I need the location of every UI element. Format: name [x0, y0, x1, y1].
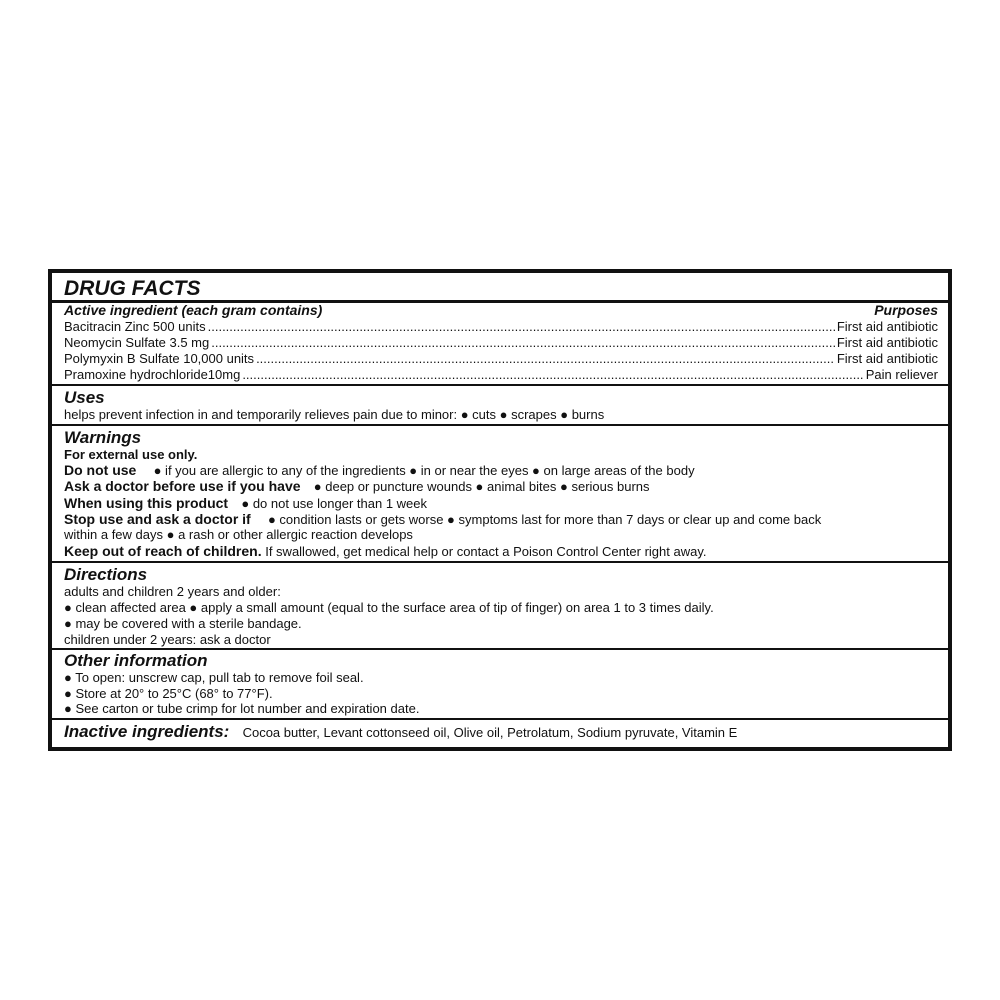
stop-use-label: Stop use and ask a doctor if: [64, 511, 251, 527]
purposes-header: Purposes: [874, 302, 938, 318]
other-info-line: ● See carton or tube crimp for lot number and expiration date.: [64, 701, 420, 716]
ingredient-row: [64, 351, 938, 367]
ingredient-name: Bacitracin Zinc 500 units: [64, 319, 206, 334]
ingredient-name: Pramoxine hydrochloride10mg: [64, 367, 241, 382]
other-info-line: ● To open: unscrew cap, pull tab to remove foil seal.: [64, 670, 364, 685]
ask-doctor-label: Ask a doctor before use if you have: [64, 478, 301, 494]
stop-use-text: ● condition lasts or gets worse ● symptoms last for more than 7 days or clear up and come back: [267, 512, 822, 527]
when-using-label: When using this product: [64, 495, 229, 511]
do-not-use-line: [64, 462, 695, 479]
external-use-text: For external use only.: [64, 447, 198, 462]
ingredient-purpose: First aid antibiotic: [836, 319, 938, 334]
leader-dots: [211, 335, 835, 351]
section-divider: [52, 648, 948, 650]
ingredient-name: Neomycin Sulfate 3.5 mg: [64, 335, 210, 350]
stop-use-line: [64, 511, 821, 528]
directions-line: adults and children 2 years and older:: [64, 584, 281, 599]
inactive-ingredients-line: [64, 723, 737, 742]
directions-line: ● may be covered with a sterile bandage.: [64, 616, 302, 631]
other-info-heading: Other information: [64, 651, 208, 670]
ingredient-row: [64, 335, 938, 351]
keep-out-label: Keep out of reach of children.: [64, 543, 262, 559]
ask-doctor-line: [64, 478, 650, 495]
ingredient-purpose: First aid antibiotic: [836, 335, 938, 350]
drug-facts-panel: [48, 269, 952, 751]
other-info-line: ● Store at 20° to 25°C (68° to 77°F).: [64, 686, 273, 701]
do-not-use-text: ● if you are allergic to any of the ingredients ● in or near the eyes ● on large areas of the body: [153, 463, 695, 478]
leader-dots: [242, 367, 863, 383]
inactive-ingredients-heading: Inactive ingredients:: [64, 722, 230, 741]
when-using-text: ● do not use longer than 1 week: [241, 496, 428, 511]
do-not-use-label: Do not use: [64, 462, 137, 478]
section-divider: [52, 424, 948, 426]
uses-text: helps prevent infection in and temporarily relieves pain due to minor: ● cuts ● scrapes ● burns: [64, 407, 605, 422]
when-using-line: [64, 495, 427, 512]
stop-use-continued: within a few days ● a rash or other allergic reaction develops: [64, 527, 413, 542]
leader-dots: [208, 319, 835, 335]
section-divider: [52, 718, 948, 720]
active-ingredient-header: Active ingredient (each gram contains): [64, 302, 323, 318]
ingredient-purpose: First aid antibiotic: [836, 351, 938, 366]
inactive-ingredients-text: Cocoa butter, Levant cottonseed oil, Olive oil, Petrolatum, Sodium pyruvate, Vitamin E: [242, 725, 738, 740]
ingredient-name: Polymyxin B Sulfate 10,000 units: [64, 351, 255, 366]
ingredient-row: [64, 319, 938, 335]
keep-out-line: [64, 543, 706, 560]
directions-heading: Directions: [64, 565, 148, 584]
uses-heading: Uses: [64, 388, 105, 407]
warnings-heading: Warnings: [64, 428, 142, 447]
section-divider: [52, 384, 948, 386]
drug-facts-title: DRUG FACTS: [64, 277, 201, 300]
ingredient-purpose: Pain reliever: [865, 367, 938, 382]
keep-out-text: If swallowed, get medical help or contact a Poison Control Center right away.: [265, 544, 707, 559]
directions-line: children under 2 years: ask a doctor: [64, 632, 271, 647]
leader-dots: [256, 351, 835, 367]
directions-line: ● clean affected area ● apply a small amount (equal to the surface area of tip of finger) on area 1 to 3 times daily.: [64, 600, 714, 615]
ask-doctor-text: ● deep or puncture wounds ● animal bites ● serious burns: [313, 479, 650, 494]
ingredient-row: [64, 367, 938, 383]
section-divider: [52, 561, 948, 563]
